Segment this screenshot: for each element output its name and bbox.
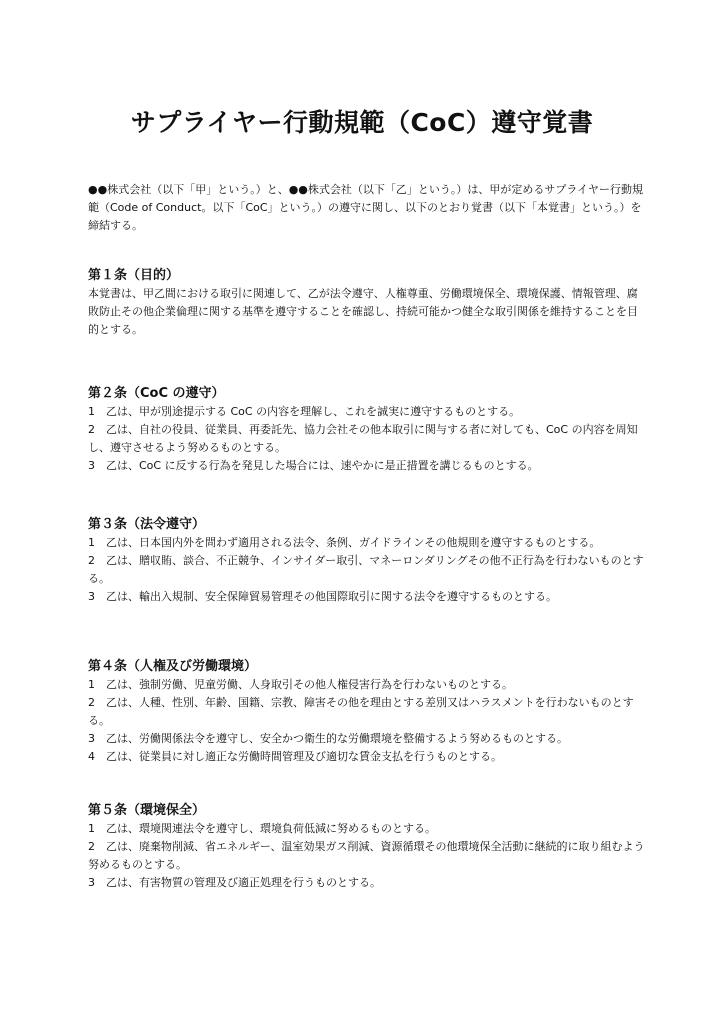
clause-number: 4 [88, 750, 95, 763]
clause [88, 457, 648, 475]
article-1 [88, 266, 648, 339]
clause [88, 676, 648, 694]
clause-number: 1 [88, 536, 95, 549]
clause [88, 820, 648, 838]
clause-text: 乙は、有害物質の管理及び適正処理を行うものとする。 [106, 876, 381, 889]
clause-number: 1 [88, 405, 95, 418]
article-heading: 第５条（環境保全） [88, 803, 206, 818]
clause-text: 乙は、従業員に対し適正な労働時間管理及び適切な賃金支払を行うものとする。 [106, 750, 502, 763]
article-heading: 第２条（CoC の遵守） [88, 386, 225, 401]
clause-text: 乙は、環境関連法令を遵守し、環境負荷低減に努めるものとする。 [106, 822, 436, 835]
clause [88, 874, 648, 892]
article-heading: 第１条（目的） [88, 268, 180, 283]
clause-number: 1 [88, 822, 95, 835]
clause-text: 乙は、輸出入規制、安全保障貿易管理その他国際取引に関する法令を遵守するものとする。 [106, 590, 557, 603]
clause-text: 乙は、甲が別途提示する CoC の内容を理解し、これを誠実に遵守するものとする。 [106, 405, 521, 418]
clause-text: 乙は、日本国内外を問わず適用される法令、条例、ガイドラインその他規則を遵守するものとする。 [106, 536, 601, 549]
clause [88, 694, 648, 730]
clause [88, 588, 648, 606]
article-4 [88, 657, 648, 766]
clause-text: 乙は、自社の役員、従業員、再委託先、協力会社その他本取引に関与する者に対しても、CoC の内容を周知し、遵守させるよう努めるものとする。 [88, 423, 638, 454]
preamble: ●●株式会社（以下「甲」という。）と、●●株式会社（以下「乙」という。）は、甲が定めるサプライヤー行動規範（Code of Conduct。以下「CoC」という。）の遵守に関し、以下のとおり覚書（以下「本覚書」という。）を締結する。 [88, 183, 644, 232]
article-3 [88, 515, 648, 606]
clause-text: 乙は、贈収賄、談合、不正競争、インサイダー取引、マネーロンダリングその他不正行為を行わないものとする。 [88, 554, 644, 585]
clause [88, 838, 648, 874]
document-title: サプライヤー行動規範（CoC）遵守覚書 [130, 108, 594, 137]
article-heading: 第４条（人権及び労働環境） [88, 659, 258, 674]
clause-number: 3 [88, 459, 95, 472]
clause-text: 乙は、労働関係法令を遵守し、安全かつ衛生的な労働環境を整備するよう努めるものとする。 [106, 732, 568, 745]
clause-number: 1 [88, 678, 95, 691]
clause [88, 552, 648, 588]
clause-number: 3 [88, 590, 95, 603]
article-heading: 第３条（法令遵守） [88, 517, 206, 532]
clause [88, 403, 648, 421]
clause [88, 534, 648, 552]
clause [88, 730, 648, 748]
clause-number: 2 [88, 423, 95, 436]
article-5 [88, 801, 648, 892]
clause-number: 3 [88, 732, 95, 745]
clause-text: 乙は、廃棄物削減、省エネルギー、温室効果ガス削減、資源循環その他環境保全活動に継続的に取り組むよう努めるものとする。 [88, 840, 645, 871]
clause-text: 乙は、人種、性別、年齢、国籍、宗教、障害その他を理由とする差別又はハラスメントを行わないものとする。 [88, 696, 634, 727]
clause-text: 乙は、強制労働、児童労働、人身取引その他人権侵害行為を行わないものとする。 [106, 678, 513, 691]
clause-number: 2 [88, 696, 95, 709]
clause-number: 2 [88, 554, 95, 567]
clause [88, 421, 648, 457]
clause-number: 3 [88, 876, 95, 889]
clause-text: 乙は、CoC に反する行為を発見した場合には、速やかに是正措置を講じるものとする。 [106, 459, 539, 472]
clause-number: 2 [88, 840, 95, 853]
article-2 [88, 384, 648, 475]
clause [88, 748, 648, 766]
article-body: 本覚書は、甲乙間における取引に関連して、乙が法令遵守、人権尊重、労働環境保全、環境保護、情報管理、腐敗防止その他企業倫理に関する基準を遵守することを確認し、持続可能かつ健全な取引関係を維持することを目的とする。 [88, 287, 638, 336]
